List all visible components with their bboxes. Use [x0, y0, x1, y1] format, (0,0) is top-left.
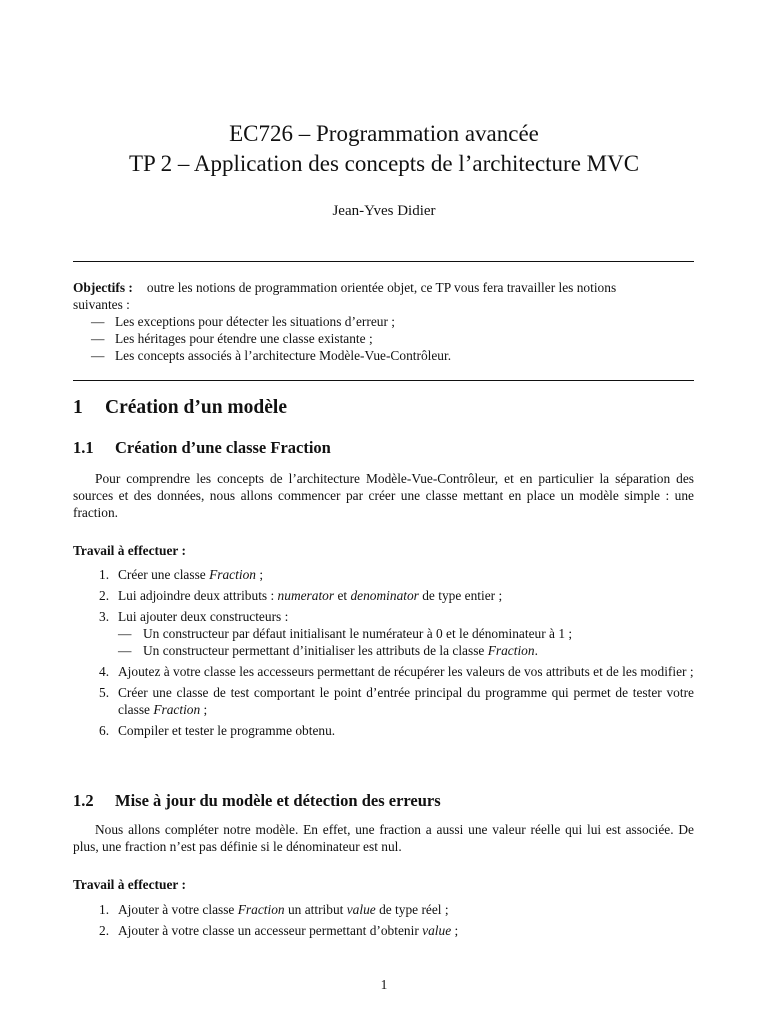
objectives-intro	[73, 279, 694, 296]
objectives-label: Objectifs :	[73, 280, 133, 295]
document-title-line-1: EC726 – Programmation avancée	[229, 121, 539, 146]
section-1-1-heading: 1.1 Création d’une classe Fraction	[73, 438, 331, 457]
bottom-rule	[73, 380, 694, 381]
objectives-item: — Les exceptions pour détecter les situations d’erreur ;	[91, 314, 395, 329]
objectives-intro-line-1: outre les notions de programmation orientée objet, ce TP vous fera travailler les notions	[146, 280, 617, 295]
list-item: 4. Ajoutez à votre classe les accesseurs permettant de récupérer les valeurs de vos attributs et de les modifier ;	[99, 664, 694, 679]
section-1-1-paragraph: Pour comprendre les concepts de l’architecture Modèle-Vue-Contrôleur, et en particulier la séparation des sources et des données, nous allons commencer par créer une classe mettant en place un modèle simple : une fraction.	[73, 471, 694, 520]
section-1-heading: 1 Création d’un modèle	[73, 397, 287, 418]
document-author: Jean-Yves Didier	[332, 203, 436, 219]
objectives-block	[73, 279, 694, 364]
list-item: 5. Créer une classe de test comportant le point d’entrée principal du programme qui permet de tester votre classe Fraction ;	[99, 685, 694, 717]
section-1-2-paragraph: Nous allons compléter notre modèle. En effet, une fraction a aussi une valeur réelle qui lui est associée. De plus, une fraction n’est pas définie si le dénominateur est nul.	[73, 822, 694, 854]
list-item: 2. Lui adjoindre deux attributs : numerator et denominator de type entier ;	[99, 588, 503, 603]
objectives-item: — Les héritages pour étendre une classe existante ;	[91, 331, 373, 346]
task-list-1	[73, 566, 694, 743]
top-rule	[73, 261, 694, 262]
sub-item: — Un constructeur permettant d’initialiser les attributs de la classe Fraction.	[118, 643, 538, 658]
list-item: 6. Compiler et tester le programme obtenu.	[99, 723, 336, 738]
task-list-2	[73, 901, 694, 943]
section-1-2-heading: 1.2 Mise à jour du modèle et détection des erreurs	[73, 791, 441, 810]
document-title-line-2: TP 2 – Application des concepts de l’architecture MVC	[128, 151, 640, 176]
list-item: 3. Lui ajouter deux constructeurs : — Un constructeur par défaut initialisant le numérateur à 0 et le dénominateur à 1 ; — Un constructeur permettant d’initialiser les attributs de la classe Fraction.	[73, 608, 694, 659]
page-number: 1	[380, 977, 388, 992]
objectives-intro-line-2: suivantes :	[73, 297, 130, 312]
work-label-1: Travail à effectuer :	[73, 543, 186, 558]
sub-item: — Un constructeur par défaut initialisant le numérateur à 0 et le dénominateur à 1 ;	[118, 626, 573, 641]
objectives-item: — Les concepts associés à l’architecture Modèle-Vue-Contrôleur.	[91, 348, 452, 363]
work-label-2: Travail à effectuer :	[73, 877, 186, 892]
list-item: 1. Ajouter à votre classe Fraction un attribut value de type réel ;	[99, 902, 449, 917]
list-item: 2. Ajouter à votre classe un accesseur permettant d’obtenir value ;	[99, 923, 459, 938]
list-item: 1. Créer une classe Fraction ;	[99, 567, 264, 582]
